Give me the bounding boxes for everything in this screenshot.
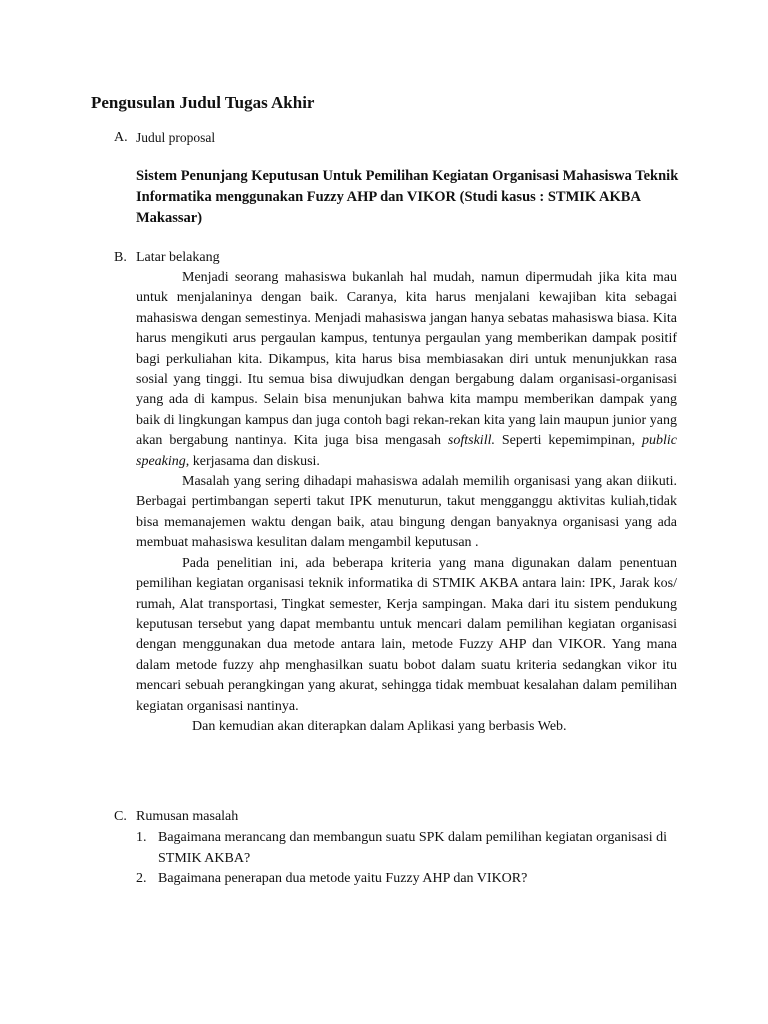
- background-paragraph-3: Pada penelitian ini, ada beberapa kriteria yang mana digunakan dalam penentuan pemilihan kegiatan organisasi teknik informatika di STMIK AKBA antara lain: IPK, Jarak kos/ rumah, Alat transportasi, Tingkat semester, Kerja sampingan. Maka dari itu sistem pendukung keputusan tersebut yang dapat membantu untuk mencari dalam pemilihan kegiatan organisasi dengan menggunakan dua metode antara lain, metode Fuzzy AHP dan VIKOR. Yang mana dalam metode fuzzy ahp menghasilkan suatu bobot dalam suatu kriteria sedangkan vikor itu mencari sebuah perangkingan yang akurat, sehingga tidak membuat kesalahan dalam pemilihan kegiatan organisasi nantinya.: [136, 555, 677, 714]
- list-item-number: 2.: [136, 871, 147, 886]
- list-item-number: 1.: [136, 830, 147, 845]
- section-a-letter: A.: [114, 130, 128, 145]
- p1-text-c: , kerjasama dan diskusi.: [185, 453, 320, 469]
- list-item: [136, 869, 676, 890]
- list-item: [136, 828, 676, 869]
- p1-emphasis-softskill: softskill.: [447, 433, 495, 449]
- p1-text-b: Seperti kepemimpinan,: [494, 433, 642, 449]
- section-b-letter: B.: [114, 250, 127, 265]
- p1-emphasis-public-speaking: public speaking: [136, 433, 677, 469]
- section-a-label: Judul proposal: [136, 130, 216, 145]
- section-b-label: Latar belakang: [136, 250, 220, 265]
- list-item-text: Bagaimana merancang dan membangun suatu SPK dalam pemilihan kegiatan organisasi di STMIK AKBA?: [158, 830, 668, 866]
- p1-text-a: Menjadi seorang mahasiswa bukanlah hal mudah, namun dipermudah jika kita mau untuk menjalaninya dengan baik. Caranya, kita harus menjalani kewajiban kita sebagai mahasiswa dengan semestinya. Menjadi mahasiswa jangan hanya sebatas mahasiswa biasa. Kita harus mengikuti arus pergaulan kampus, tentunya pergaulan yang memberikan dampak positif bagi perkuliahan kita. Dikampus, kita harus bisa membiasakan diri untuk menunjukkan rasa sosial yang tinggi. Itu semua bisa diwujudkan dengan bergabung dalam organisasi-organisasi yang ada di kampus. Selain bisa menunjukan bahwa kita mampu memberikan dampak yang baik di lingkungan kampus dan juga contoh bagi rekan-rekan kita yang lain maupun junior yang akan bergabung nantinya. Kita juga bisa mengasah: [136, 270, 677, 449]
- research-questions-list: [136, 828, 676, 890]
- background-body: [136, 268, 677, 737]
- document-title: Pengusulan Judul Tugas Akhir: [91, 93, 315, 112]
- proposal-title: Sistem Penunjang Keputusan Untuk Pemilihan Kegiatan Organisasi Mahasiswa Teknik Informatika menggunakan Fuzzy AHP dan VIKOR (Studi kasus : STMIK AKBA Makassar): [136, 168, 679, 226]
- background-paragraph-2: Masalah yang sering dihadapi mahasiswa adalah memilih organisasi yang akan diikuti. Berbagai pertimbangan seperti takut IPK menuturun, takut mengganggu aktivitas kuliah,tidak bisa memanajemen waktu dengan baik, atau bingung dengan banyaknya organisasi yang ada membuat mahasiswa kesulitan dalam mengambil keputusan .: [136, 474, 677, 551]
- background-paragraph-4: Dan kemudian akan diterapkan dalam Aplikasi yang berbasis Web.: [192, 718, 567, 734]
- section-c-label: Rumusan masalah: [136, 809, 239, 824]
- section-c-letter: C.: [114, 809, 127, 824]
- list-item-text: Bagaimana penerapan dua metode yaitu Fuzzy AHP dan VIKOR?: [158, 871, 528, 886]
- background-paragraph-1: [136, 268, 677, 472]
